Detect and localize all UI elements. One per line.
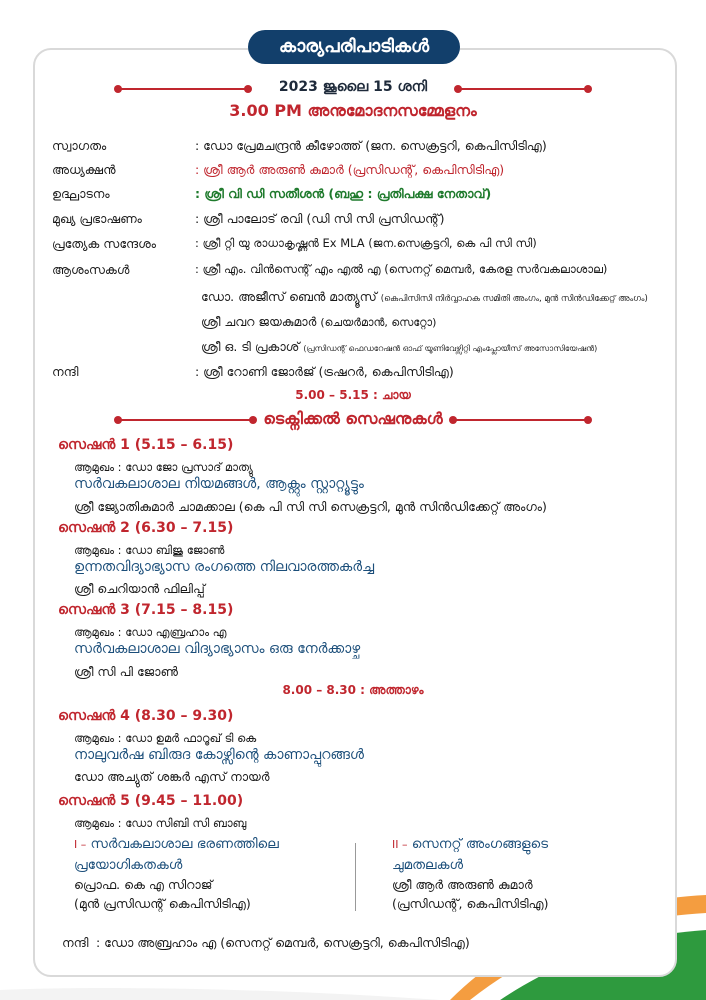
session5-right-topic (392, 834, 548, 875)
session-topic: സർവകലാശാല നിയമങ്ങൾ, ആക്റ്റും സ്റ്റാറ്റ്യൂട്ടും (74, 476, 364, 492)
speaker-note: (പ്രസിഡന്റ് ഫെഡറേഷൻ ഓഫ് യൂണിവേഴ്സിറ്റി എംപ്ലോയീസ് അസോസിയേഷൻ) (303, 344, 598, 353)
program-value: : ശ്രീ എം. വിൻസെന്റ് എം എൽ എ (സെനറ്റ് മെമ്പർ, കേരള സർവകലാശാല) (195, 262, 608, 276)
session-heading: സെഷൻ 5 (9.45 – 11.00) (58, 793, 244, 809)
session-moderator: ആമുഖം : ഡോ ഉമർ ഫാറൂഖ് ടി കെ (74, 731, 257, 745)
column-divider (355, 843, 356, 911)
session-heading: സെഷൻ 4 (8.30 – 9.30) (58, 708, 234, 724)
program-value: : ശ്രീ റ്റി യു രാധാകൃഷ്ണൻ Ex MLA (ജന.സെക്രട്ടറി, കെ പി സി സി) (195, 236, 537, 250)
session-heading: സെഷൻ 2 (6.30 – 7.15) (58, 520, 234, 536)
thanks-value: : ഡോ അബ്രഹാം എ (സെനറ്റ് മെമ്പർ, സെക്രട്ടറി, കെപിസിടിഎ) (96, 935, 470, 950)
program-label: മുഖ്യ പ്രഭാഷണം (52, 211, 142, 226)
program-value: : ഡോ പ്രേമചന്ദ്രൻ കീഴോത്ത് (ജന. സെക്രട്ടറി, കെപിസിടിഎ) (195, 138, 547, 153)
program-value: : ശ്രീ പാലോട് രവി (ഡി സി സി പ്രസിഡന്റ്) (195, 211, 445, 226)
session5-left-speaker (74, 875, 251, 913)
roman-numeral: I – (74, 838, 87, 851)
speaker-note: (പ്രസിഡന്റ്, കെപിസിടിഎ) (392, 896, 549, 911)
program-label: ആശംസകൾ (52, 262, 130, 277)
session-topic: സർവകലാശാല വിദ്യാഭ്യാസം ഒരു നേർക്കാഴ്ച (74, 641, 361, 657)
program-label: അധ്യക്ഷൻ (52, 162, 116, 177)
session5-right-speaker (392, 875, 548, 913)
thanks-label: നന്ദി (52, 364, 79, 379)
dinner-break: 8.00 – 8.30 : അത്താഴം (282, 683, 424, 697)
speaker-name: ശ്രീ ആർ അരുൺ കുമാർ (392, 877, 533, 892)
program-label: പ്രത്യേക സന്ദേശം (52, 236, 156, 251)
speaker-name: പ്രൊഫ. കെ എ സിറാജ് (74, 877, 213, 892)
speaker-note: (ചെയർമാൻ, സെറ്റോ) (320, 316, 437, 329)
meeting-title: 3.00 PM അനുമോദനസമ്മേളനം (229, 101, 477, 120)
speaker-note: (മുൻ പ്രസിഡന്റ് കെപിസിടിഎ) (74, 896, 251, 911)
session-speaker: ശ്രീ ചെറിയാൻ ഫിലിപ്പ് (74, 581, 205, 596)
speaker-name: ഡോ. അജീസ് ബെൻ മാത്യൂസ് (201, 289, 377, 304)
topic-line: സർവകലാശാല ഭരണത്തിലെ (90, 836, 279, 852)
topic-line: ചുമതലകൾ (392, 857, 464, 873)
session-topic: നാലുവർഷ ബിരുദ കോഴ്സിന്റെ കാണാപ്പുറങ്ങൾ (74, 747, 364, 763)
session-moderator: ആമുഖം : ഡോ ബിജു ജോൺ (74, 543, 225, 557)
session-heading: സെഷൻ 3 (7.15 – 8.15) (58, 602, 234, 618)
program-value: : ശ്രീ വി ഡി സതീശൻ (ബഹു : പ്രതിപക്ഷ നേതാവ്) (195, 186, 492, 201)
topic-line: പ്രയോഗികതകൾ (74, 857, 183, 873)
session-topic: ഉന്നതവിദ്യാഭ്യാസ രംഗത്തെ നിലവാരത്തകർച്ച (74, 559, 375, 575)
thanks-value: : ശ്രീ റോണി ജോർജ് (ട്രഷറർ, കെപിസിടിഎ) (195, 364, 454, 379)
session-moderator: ആമുഖം : ഡോ എബ്രഹാം എ (74, 625, 227, 639)
program-value: : ശ്രീ ആർ അരുൺ കുമാർ (പ്രസിഡന്റ്, കെപിസിടിഎ) (195, 162, 505, 177)
session5-left-topic (74, 834, 279, 875)
felicitation-speaker (201, 289, 648, 305)
speaker-name: ശ്രീ ചവറ ജയകുമാർ (201, 314, 317, 329)
session-heading: സെഷൻ 1 (5.15 – 6.15) (58, 437, 234, 453)
session-speaker: ശ്രീ സി പി ജോൺ (74, 664, 179, 679)
program-label: സ്വാഗതം (52, 138, 107, 153)
session-speaker: ഡോ അച്യുത് ശങ്കർ എസ് നായർ (74, 769, 270, 784)
session-speaker: ശ്രീ ജ്യോതികുമാർ ചാമക്കാല (കെ പി സി സി സെക്രട്ടറി, മുൻ സിൻഡിക്കേറ്റ് അംഗം) (74, 499, 547, 514)
program-label: ഉദ്ഘാടനം (52, 186, 110, 201)
speaker-name: ശ്രീ ഒ. ടി പ്രകാശ് (201, 339, 300, 354)
felicitation-speaker (201, 339, 597, 355)
topic-line: സെനറ്റ് അംഗങ്ങളുടെ (411, 836, 549, 852)
session-moderator: ആമുഖം : ഡോ സിബി സി ബാബു (74, 816, 247, 830)
roman-numeral: II – (392, 838, 408, 851)
session-moderator: ആമുഖം : ഡോ ജോ പ്രസാദ് മാത്യു (74, 460, 253, 474)
sessions-heading: ടെക്നിക്കൽ സെഷനുകൾ (263, 409, 443, 428)
felicitation-speaker (201, 314, 436, 330)
event-date: 2023 ജൂലൈ 15 ശനി (278, 79, 428, 95)
page-title: കാര്യപരിപാടികൾ (248, 30, 460, 64)
thanks-label: നന്ദി (62, 935, 89, 950)
speaker-note: (കെപിസിസി നിർവ്വാഹക സമിതി അംഗം, മുൻ സിൻഡിക്കേറ്റ് അംഗം) (380, 294, 648, 304)
tea-break: 5.00 – 5.15 : ചായ (295, 388, 411, 402)
